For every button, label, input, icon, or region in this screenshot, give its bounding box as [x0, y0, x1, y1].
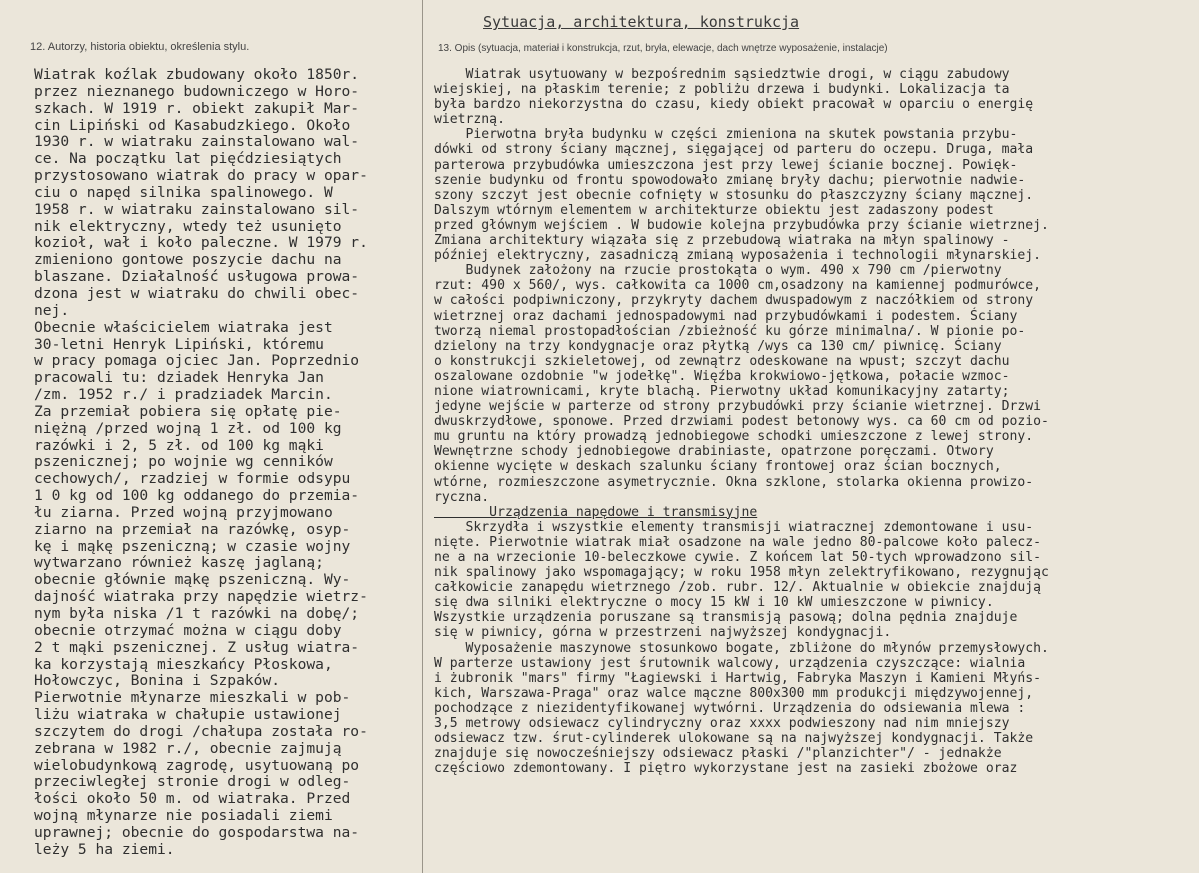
section-title: Sytuacja, architektura, konstrukcja: [483, 13, 800, 31]
text-line: była bardzo niekorzystna do czasu, kiedy obiekt pracował w oparciu o energię: [434, 97, 1034, 113]
text-line: przez nieznanego budowniczego w Horo-: [34, 82, 360, 100]
text-line: nej.: [34, 301, 70, 319]
text-line: i żubronik "mars" firmy "Łagiewski i Hartwig, Fabryka Maszyn i Kamieni Młyńs-: [434, 670, 1041, 686]
text-line: Budynek założony na rzucie prostokąta o wym. 490 x 790 cm /pierwotny: [434, 263, 1002, 279]
text-line: 3,5 metrowy odsiewacz cylindryczny oraz xxxx podwieszony nad nim mniejszy: [434, 716, 1010, 732]
text-line: /zm. 1952 r./ i pradziadek Marcin.: [34, 386, 333, 404]
text-line: Hołowczyc, Bonina i Szpaków.: [34, 672, 281, 690]
text-line: razówki i 2, 5 zł. od 100 kg mąki: [34, 436, 324, 454]
text-line: wietrzną.: [434, 112, 505, 128]
text-line: ryczna.: [434, 489, 490, 505]
text-line: mu gruntu na który prowadzą jednobiegowe schodki umieszczone z lewej strony.: [434, 429, 1034, 445]
text-line: kozioł, wał i koło paleczne. W 1979 r.: [34, 234, 368, 252]
text-line: cechowych/, rzadziej w formie odsypu: [34, 470, 351, 488]
text-line: pracowali tu: dziadek Henryka Jan: [34, 369, 324, 387]
text-line: wytwarzano również kaszę jaglaną;: [34, 554, 324, 572]
text-line: przeciwległej stronie drogi w odleg-: [34, 773, 351, 791]
text-line: dzona jest w wiatraku do chwili obec-: [34, 284, 360, 302]
text-line: zmieniono gontowe poszycie dachu na: [34, 251, 342, 269]
text-line: znajduje się nowocześniejszy odsiewacz płaski /"planzichter"/ - jednakże: [434, 746, 1002, 762]
text-line: parterowa przybudówka umieszczona jest przy lewej ścianie bocznej. Powięk-: [434, 157, 1018, 173]
text-line: 1958 r. w wiatraku zainstalowano sil-: [34, 200, 360, 218]
text-line: później elektryczny, zasadniczą zmianą wyposażenia i technologii młynarskiej.: [434, 248, 1041, 264]
text-line: uprawnej; obecnie do gospodarstwa na-: [34, 823, 360, 841]
text-line: 30-letni Henryk Lipiński, któremu: [34, 335, 324, 353]
text-line: częściowo zdemontowany. I piętro wykorzystane jest na zasieki zbożowe oraz: [434, 761, 1018, 777]
text-line: oszalowane ozdobnie "w jodełkę". Więźba krokwiowo-jętkowa, połacie wzmoc-: [434, 368, 1010, 384]
text-line: Zmiana architektury wiązała się z przebudową wiatraka na młyn spalinowy -: [434, 233, 1010, 249]
text-line: Wiatrak usytuowany w bezpośrednim sąsiedztwie drogi, w ciągu zabudowy: [434, 67, 1010, 82]
text-line: ce. Na początku lat pięćdziesiątych: [34, 150, 342, 168]
text-line: się dwa silniki elektryczne o mocy 15 kW i 10 kW umieszczone w piwnicy.: [434, 595, 994, 611]
text-line: przed głównym wejściem . W budowie kolejna przybudówka przy ścianie wietrznej.: [434, 217, 1049, 233]
text-line: Wewnętrzne schody jednobiegowe drabiniaste, opatrzone poręczami. Otwory: [434, 444, 994, 460]
text-line: dzielony na trzy kondygnacje oraz płytką /wys ca 130 cm/ piwnicę. Ściany: [434, 338, 1002, 354]
text-line: dajność wiatraka przy napędzie wietrz-: [34, 588, 368, 606]
text-line: szony szczyt jest obecnie cofnięty w stosunku do płaszczyzny ściany mącznej.: [434, 187, 1034, 203]
text-line: niężną /przed wojną 1 zł. od 100 kg: [34, 419, 342, 437]
text-line: nym była niska /1 t razówki na dobę/;: [34, 605, 360, 622]
text-line: obecnie otrzymać można w ciągu doby: [34, 621, 342, 639]
text-line: ziarno na przemiał na razówkę, osyp-: [34, 520, 351, 538]
text-line: Obecnie właścicielem wiatraka jest: [34, 318, 333, 336]
text-line: szkach. W 1919 r. obiekt zakupił Mar-: [34, 99, 360, 117]
text-line: przystosowano wiatrak do pracy w opar-: [34, 167, 368, 185]
column-divider: [422, 0, 423, 873]
text-line: się w piwnicy, górna w przestrzeni najwyższej kondygnacji.: [434, 625, 892, 641]
text-line: ka korzystają mieszkańcy Płoskowa,: [34, 655, 333, 673]
text-line: Pierwotnie młynarze mieszkali w pob-: [34, 689, 351, 707]
field-13-label: 13. Opis (sytuacja, materiał i konstrukcja, rzut, bryła, elewacje, dach wnętrze wyposażenie, instalacje): [438, 43, 888, 54]
text-line: nione wiatrownicami, kryte blachą. Pierwotny układ komunikacyjny zatarty;: [434, 383, 1010, 399]
text-line: nik elektryczny, wtedy też usunięto: [34, 217, 342, 235]
text-line: wtórne, rozmieszczone asymetrycznie. Okna szklone, stolarka okienna prowizo-: [434, 474, 1034, 490]
text-line: liżu wiatraka w chałupie ustawionej: [34, 706, 342, 724]
field-12-text: [34, 67, 368, 859]
text-line: jedyne wejście w parterze od strony przybudówki przy ścianie wietrznej. Drzwi: [434, 399, 1041, 415]
field-13-text: [434, 67, 1049, 776]
text-line: ciu o napęd silnika spalinowego. W: [34, 183, 333, 201]
text-line: wojną młynarze nie posiadali ziemi: [34, 807, 333, 825]
text-line: kę i mąkę pszeniczną; w czasie wojny: [34, 537, 351, 555]
text-line: pszenicznej; po wojnie wg cenników: [34, 453, 333, 471]
text-line: Pierwotna bryła budynku w części zmieniona na skutek powstania przybu-: [434, 127, 1018, 143]
text-line: Dalszym wtórnym elementem w architekturze obiektu jest zadaszony podest: [434, 202, 994, 218]
text-line: całkowicie zanapędu wietrznego /zob. rubr. 12/. Aktualnie w obiekcie znajdują: [434, 580, 1041, 596]
text-line: Wszystkie urządzenia poruszane są transmisją pasową; dolna pędnia znajduje: [434, 610, 1018, 626]
text-line: ne a na wrzecionie 10-beleczkowe cywie. Z końcem lat 50-tych wprowadzono sil-: [434, 550, 1041, 565]
text-line: cin Lipiński od Kasabudzkiego. Około: [34, 116, 351, 134]
text-line: pochodzące z niezidentyfikowanej wytwórni. Urządzenia do odsiewania mlewa :: [434, 700, 1026, 716]
text-line: tworzą niemal prostopadłościan /zbieżność ku górze minimalna/. W pionie po-: [434, 323, 1026, 339]
text-line: wielobudynkową zagrodę, usytuowaną po: [34, 756, 360, 774]
text-line: wietrznej oraz dachami jednospadowymi nad przybudówkami i podestem. Ściany: [434, 308, 1018, 324]
text-line: szczytem do drogi /chałupa została ro-: [34, 722, 368, 740]
text-line: wiejskiej, na płaskim terenie; z pobliżu drzewa i budynki. Lokalizacja ta: [434, 82, 1010, 98]
text-line: okienne wycięte w deskach szalunku ściany frontowej oraz ścian bocznych,: [434, 459, 1002, 475]
text-line: Wiatrak koźlak zbudowany około 1850r.: [34, 66, 360, 83]
text-line: 1 0 kg od 100 kg oddanego do przemia-: [34, 487, 360, 505]
text-line: nięte. Pierwotnie wiatrak miał osadzone na wale jedno 80-palcowe koło palecz-: [434, 534, 1041, 550]
text-line: łości około 50 m. od wiatraka. Przed: [34, 790, 351, 808]
text-line: kich, Warszawa-Praga" oraz walce mączne 800x300 mm produkcji międzywojennej,: [434, 685, 1034, 701]
text-line: szenie budynku od frontu spowodowało zmianę bryły dachu; pierwotnie nadwie-: [434, 172, 1026, 188]
text-line: nik spalinowy jako wspomagający; w roku 1958 młyn zelektryfikowano, rezygnując: [434, 565, 1049, 581]
text-line: Skrzydła i wszystkie elementy transmisji wiatracznej zdemontowane i usu-: [434, 519, 1034, 535]
text-line: Za przemiał pobiera się opłatę pie-: [34, 402, 342, 420]
text-line: Wyposażenie maszynowe stosunkowo bogate, zbliżone do młynów przemysłowych.: [434, 640, 1049, 656]
text-line: w całości podpiwniczony, przykryty dachem dwuspadowym z naczółkiem od strony: [434, 293, 1034, 309]
text-line: W parterze ustawiony jest śrutownik walcowy, urządzenia czyszczące: wialnia: [434, 655, 1026, 671]
text-line: blaszane. Działalność usługowa prowa-: [34, 268, 360, 286]
text-line: dwuskrzydłowe, sponowe. Przed drzwiami podest betonowy wys. ca 60 cm od pozio-: [434, 414, 1049, 430]
field-12-label: 12. Autorzy, historia obiektu, określenia stylu.: [30, 41, 250, 53]
text-line: w pracy pomaga ojciec Jan. Poprzednio: [34, 352, 360, 370]
text-line: o konstrukcji szkieletowej, od zewnątrz odeskowane na wpust; szczyt dachu: [434, 353, 1010, 369]
text-line: zebrana w 1982 r./, obecnie zajmują: [34, 739, 342, 757]
text-line: łu ziarna. Przed wojną przyjmowano: [34, 503, 333, 521]
text-line: rzut: 490 x 560/, wys. całkowita ca 1000 cm,osadzony na kamiennej podmurówce,: [434, 278, 1041, 294]
text-line: leży 5 ha ziemi.: [34, 840, 175, 858]
text-line: dówki od strony ściany mącznej, sięgającej od parteru do oczepu. Druga, mała: [434, 142, 1034, 158]
text-line: obecnie głównie mąkę pszeniczną. Wy-: [34, 571, 351, 589]
text-line: 2 t mąki pszenicznej. Z usług wiatra-: [34, 638, 360, 656]
text-line: odsiewacz tzw. śrut-cylinderek ulokowane są na najwyższej kondygnacji. Także: [434, 731, 1034, 747]
text-line: 1930 r. w wiatraku zainstalowano wal-: [34, 133, 360, 151]
text-line: Urządzenia napędowe i transmisyjne: [434, 504, 758, 520]
